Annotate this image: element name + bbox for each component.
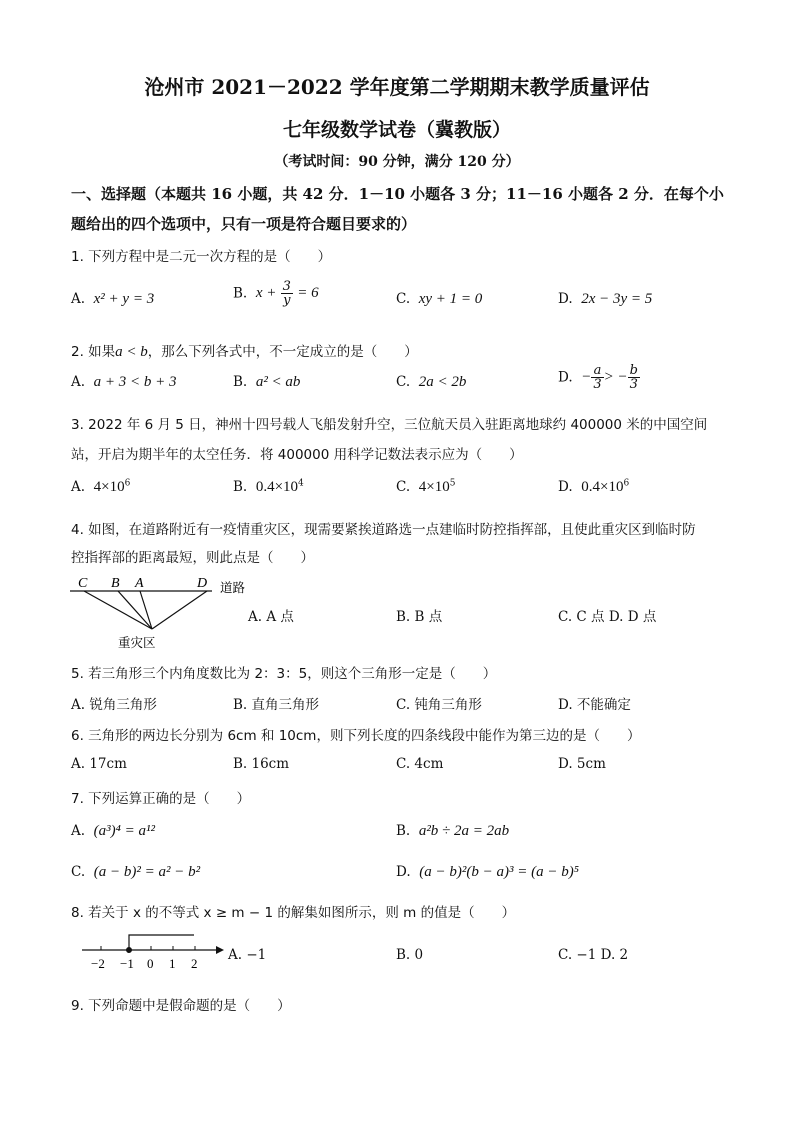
q6-option-c: C. 4cm bbox=[396, 756, 444, 772]
question-7-stem: 7. 下列运算正确的是（ ） bbox=[71, 791, 251, 807]
question-6-stem: 6. 三角形的两边长分别为 6cm 和 10cm，则下列长度的四条线段中能作为第三边的是（ ） bbox=[71, 728, 641, 744]
q1-option-b: B. x + $\frac{3}{y}$ = 6 bbox=[233, 279, 319, 308]
q1-option-c: C. xy + 1 = 0 bbox=[396, 291, 483, 307]
q3-option-b: B. $0.4\times 10^4$ bbox=[233, 478, 304, 495]
question-3-line2: 站，开启为期半年的太空任务．将 400000 用科学记数法表示应为（ ） bbox=[71, 447, 523, 463]
q1-option-a: A. x² + y = 3 bbox=[71, 291, 155, 307]
solution-ray bbox=[129, 935, 194, 950]
question-4-line2: 控指挥部的距离最短，则此点是（ ） bbox=[71, 550, 314, 566]
q6-option-b: B. 16cm bbox=[233, 756, 290, 772]
question-2-stem: 2. 如果a < b，那么下列各式中，不一定成立的是（ ） bbox=[71, 344, 418, 360]
q4-option-b: B. B 点 bbox=[396, 609, 443, 625]
q5-option-a: A. 锐角三角形 bbox=[71, 697, 157, 713]
q5-option-d: D. 不能确定 bbox=[558, 697, 631, 713]
number-line bbox=[78, 928, 228, 974]
tick-label: −2 bbox=[91, 956, 105, 971]
q3-option-a: A. $4\times 10^6$ bbox=[71, 478, 131, 495]
point-label-a: A bbox=[135, 576, 144, 591]
question-4-line1: 4. 如图，在道路附近有一疫情重灾区，现需要紧挨道路选一点建临时防控指挥部，且使此重灾区到临时防 bbox=[71, 522, 696, 538]
q2-option-b: B. a² < ab bbox=[233, 374, 301, 390]
q7-option-c: C. (a − b)² = a² − b² bbox=[71, 864, 201, 880]
q8-option-b: B. 0 bbox=[396, 947, 424, 963]
road-label: 道路 bbox=[220, 580, 246, 595]
q7-option-b: B. a²b ÷ 2a = 2ab bbox=[396, 823, 510, 839]
question-8-stem: 8. 若关于 x 的不等式 x ≥ m − 1 的解集如图所示，则 m 的值是（ ） bbox=[71, 905, 516, 921]
q3-option-c: C. $4\times 10^5$ bbox=[396, 478, 456, 495]
section-heading-line2: 题给出的四个选项中，只有一项是符合题目要求的） bbox=[71, 215, 417, 233]
segment-b bbox=[118, 591, 152, 629]
question-9-stem: 9. 下列命题中是假命题的是（ ） bbox=[71, 998, 291, 1014]
q2-option-a: A. a + 3 < b + 3 bbox=[71, 374, 177, 390]
point-label-c: C bbox=[78, 576, 88, 591]
q4-option-cd: C. C 点 D. D 点 bbox=[558, 609, 657, 625]
point-label-b: B bbox=[111, 576, 120, 591]
tick-label: 2 bbox=[191, 956, 198, 971]
section-heading-line1: 一、选择题（本题共 16 小题，共 42 分．1－10 小题各 3 分；11－16 小题各 2 分．在每个小 bbox=[71, 185, 724, 203]
exam-title: 沧州市 2021－2022 学年度第二学期期末教学质量评估 bbox=[144, 75, 650, 99]
q5-option-c: C. 钝角三角形 bbox=[396, 697, 482, 713]
solution-endpoint bbox=[126, 947, 132, 953]
q1-option-d: D. 2x − 3y = 5 bbox=[558, 291, 653, 307]
q2-option-c: C. 2a < 2b bbox=[396, 374, 467, 390]
q5-option-b: B. 直角三角形 bbox=[233, 697, 320, 713]
q8-option-a: A. −1 bbox=[228, 947, 267, 963]
q7-option-d: D. (a − b)²(b − a)³ = (a − b)⁵ bbox=[396, 864, 579, 880]
exam-subtitle: 七年级数学试卷（冀教版） bbox=[282, 119, 511, 141]
zone-label: 重灾区 bbox=[118, 635, 156, 650]
tick-label: 1 bbox=[169, 956, 176, 971]
q4-option-a: A. A 点 bbox=[248, 609, 294, 625]
question-5-stem: 5. 若三角形三个内角度数比为 2：3：5，则这个三角形一定是（ ） bbox=[71, 666, 497, 682]
tick-label: −1 bbox=[120, 956, 134, 971]
tick-label: 0 bbox=[147, 956, 154, 971]
q8-option-cd: C. −1 D. 2 bbox=[558, 947, 629, 963]
q6-option-a: A. 17cm bbox=[71, 756, 127, 772]
point-label-d: D bbox=[197, 576, 208, 591]
q7-option-a: A. (a³)⁴ = a¹² bbox=[71, 823, 155, 839]
exam-info: （考试时间：90 分钟，满分 120 分） bbox=[274, 154, 520, 170]
q3-option-d: D. $0.4\times 10^6$ bbox=[558, 478, 630, 495]
question-3-line1: 3. 2022 年 6 月 5 日，神州十四号载人飞船发射升空，三位航天员入驻距离地球约 400000 米的中国空间 bbox=[71, 417, 708, 433]
question-1-stem: 1. 下列方程中是二元一次方程的是（ ） bbox=[71, 249, 332, 265]
segment-d bbox=[152, 591, 207, 629]
q2-option-d: D. − $\frac{a}{3}$ > − $\frac{b}{3}$ bbox=[558, 363, 638, 392]
q6-option-d: D. 5cm bbox=[558, 756, 606, 772]
number-line-arrow bbox=[216, 946, 224, 954]
